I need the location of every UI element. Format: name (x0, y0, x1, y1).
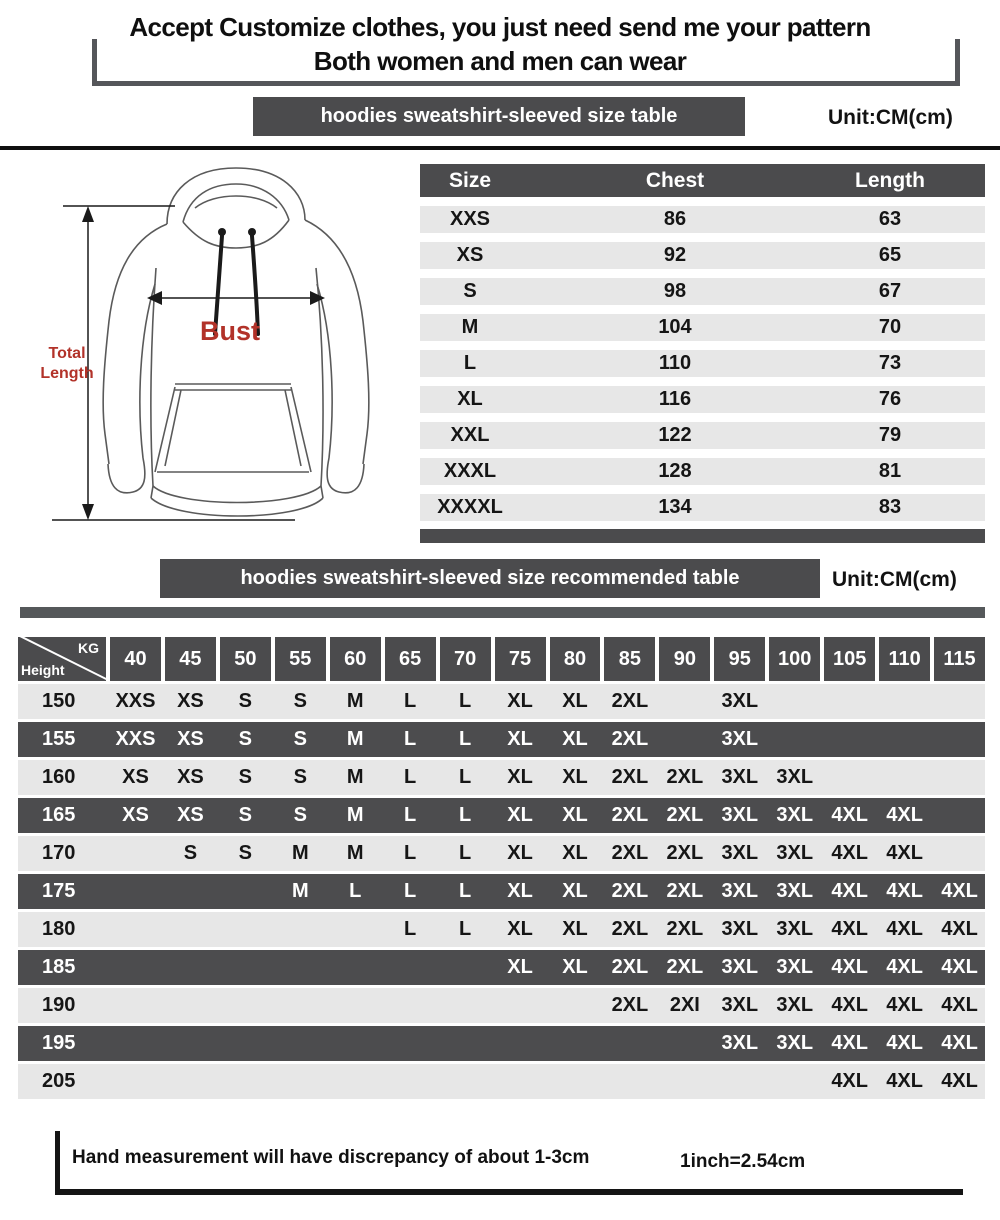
hem-band-top (153, 486, 321, 503)
weight-header-cell: 45 (165, 637, 216, 681)
recommend-table-row (18, 798, 985, 833)
size-recommendation-cell: 4XL (831, 918, 868, 940)
size-recommendation-cell: 3XL (776, 956, 814, 978)
size-recommendation-cell: L (458, 880, 472, 902)
size-cell: M (461, 316, 479, 338)
length-cell: 76 (878, 388, 902, 410)
height-label: 205 (42, 1070, 76, 1092)
size-recommendation-cell: XL (507, 956, 533, 978)
size-recommendation-cell (220, 874, 271, 909)
size-recommendation-cell: 3XL (721, 766, 759, 788)
weight-header-cell: 110 (879, 637, 930, 681)
size-recommendation-cell: XXS (115, 728, 156, 750)
size-recommendation-cell (330, 1064, 381, 1099)
chest-cell: 104 (658, 316, 692, 338)
size-recommendation-cell: 2XI (669, 994, 700, 1016)
size-recommendation-cell: 3XL (721, 1032, 759, 1054)
size-recommendation-cell (110, 988, 161, 1023)
size-table (420, 164, 985, 543)
chest-cell: 134 (658, 496, 692, 518)
weight-header-cell: 80 (550, 637, 601, 681)
size-recommendation-cell: XL (507, 918, 533, 940)
size-recommendation-cell (330, 950, 381, 985)
size-recommendation-cell (659, 684, 710, 719)
height-label: 195 (42, 1032, 76, 1054)
size-recommendation-cell (385, 988, 436, 1023)
size-recommendation-cell: L (458, 842, 472, 864)
size-recommendation-cell (495, 988, 546, 1023)
size-cell: XS (456, 244, 484, 266)
chest-cell: 128 (658, 460, 692, 482)
size-recommendation-cell: S (238, 766, 253, 788)
size-recommendation-cell (769, 1064, 820, 1099)
hem-band-bottom (151, 498, 323, 516)
size-recommendation-cell: 3XL (776, 1032, 814, 1054)
size-recommendation-cell: 3XL (721, 842, 759, 864)
size-recommendation-cell: 3XL (721, 880, 759, 902)
size-recommendation-cell: XL (507, 880, 533, 902)
size-table-banner: hoodies sweatshirt-sleeved size table (253, 97, 745, 136)
size-recommendation-cell: 3XL (776, 804, 814, 826)
size-recommendation-cell (220, 1064, 271, 1099)
size-cell: XXXL (443, 460, 497, 482)
size-recommendation-cell (824, 722, 875, 757)
size-recommendation-cell: L (404, 728, 417, 750)
bust-label: Bust (200, 316, 260, 346)
size-recommendation-cell: 4XL (941, 956, 978, 978)
recommend-table-row (18, 722, 985, 757)
length-cell: 67 (878, 280, 902, 302)
size-recommendation-cell: L (349, 880, 362, 902)
size-recommendation-cell (110, 836, 161, 871)
right-sleeve-outline (305, 220, 369, 464)
size-recommendation-cell (220, 988, 271, 1023)
size-recommendation-cell (330, 988, 381, 1023)
length-column-header: Length (855, 169, 925, 192)
size-table-rows (420, 206, 985, 521)
size-recommendation-cell (879, 684, 930, 719)
size-recommendation-cell: L (404, 766, 417, 788)
length-cell: 63 (878, 208, 902, 230)
size-recommendation-cell (934, 760, 985, 795)
height-label: 185 (42, 956, 76, 978)
kg-axis-label: KG (78, 640, 99, 656)
size-recommendation-cell (165, 1026, 216, 1061)
recommend-table-row (18, 760, 985, 795)
size-recommendation-cell (440, 988, 491, 1023)
size-recommendation-cell (385, 1064, 436, 1099)
length-arrowhead-top (82, 206, 94, 222)
size-recommendation-cell: 4XL (886, 842, 923, 864)
length-arrowhead-bottom (82, 504, 94, 520)
size-recommendation-cell (495, 1026, 546, 1061)
size-recommendation-cell: L (404, 804, 417, 826)
recommend-table-row (18, 950, 985, 985)
size-table-row (420, 458, 985, 485)
size-recommendation-cell (275, 1026, 326, 1061)
weight-header-cell: 115 (934, 637, 985, 681)
size-recommendation-cell: 2XL (666, 842, 704, 864)
size-table-row (420, 422, 985, 449)
size-recommendation-cell: L (458, 804, 472, 826)
size-recommendation-cell: S (293, 804, 307, 826)
size-recommendation-cell (220, 950, 271, 985)
size-recommendation-cell: 2XL (666, 766, 704, 788)
size-recommendation-cell: 4XL (831, 1032, 868, 1054)
size-recommendation-cell (934, 798, 985, 833)
size-table-row (420, 350, 985, 377)
size-recommendation-cell (440, 1064, 491, 1099)
size-recommendation-cell: M (346, 728, 364, 750)
size-recommendation-cell (110, 1064, 161, 1099)
size-table-row (420, 386, 985, 413)
size-recommendation-cell: L (404, 690, 417, 712)
size-recommendation-cell (604, 1064, 655, 1099)
weight-header-cell: 65 (385, 637, 436, 681)
size-recommendation-cell: XL (507, 690, 533, 712)
size-recommendation-cell: 4XL (941, 880, 978, 902)
header-divider-line (0, 146, 1000, 150)
size-recommendation-cell: 4XL (831, 956, 868, 978)
recommend-table-row (18, 912, 985, 947)
size-table-header (420, 164, 985, 197)
size-recommendation-cell (110, 912, 161, 947)
size-recommendation-cell: XL (562, 956, 588, 978)
size-recommendation-cell: L (458, 766, 472, 788)
size-recommendation-cell (659, 1026, 710, 1061)
size-recommendation-cell (330, 912, 381, 947)
recommend-table-banner: hoodies sweatshirt-sleeved size recommended table (160, 559, 820, 598)
size-recommendation-cell (714, 1064, 765, 1099)
size-recommendation-cell: 4XL (886, 1070, 923, 1092)
size-recommendation-cell: 2XL (611, 766, 649, 788)
recommend-table-row (18, 988, 985, 1023)
recommend-table (18, 637, 985, 1099)
size-recommendation-cell: S (293, 690, 307, 712)
size-recommendation-cell: 4XL (831, 1070, 868, 1092)
size-recommendation-cell: 2XL (611, 690, 649, 712)
size-recommendation-cell: 2XL (611, 804, 649, 826)
chest-cell: 98 (663, 280, 687, 302)
size-table-footer-bar (420, 529, 985, 543)
size-recommendation-cell (275, 950, 326, 985)
total-length-label-line2: Length (40, 365, 94, 382)
size-recommendation-cell: 4XL (831, 880, 868, 902)
hood-opening (183, 184, 289, 222)
size-recommendation-cell: L (458, 728, 472, 750)
weight-header-cell: 40 (110, 637, 161, 681)
size-table-row (420, 494, 985, 521)
size-recommendation-cell: 3XL (776, 880, 814, 902)
size-recommendation-cell: S (293, 766, 307, 788)
size-recommendation-cell: XL (562, 804, 588, 826)
size-recommendation-cell (440, 950, 491, 985)
size-recommendation-cell: M (346, 766, 364, 788)
size-recommendation-cell (165, 912, 216, 947)
size-recommendation-cell (110, 1026, 161, 1061)
left-cuff (108, 458, 145, 493)
chest-cell: 110 (658, 352, 692, 374)
size-table-unit-label: Unit:CM(cm) (828, 106, 953, 129)
pocket-top-edge (175, 384, 291, 390)
size-recommendation-cell: L (404, 842, 417, 864)
size-recommendation-cell: 3XL (776, 766, 814, 788)
size-recommendation-cell: XL (562, 728, 588, 750)
recommend-table-rows (18, 684, 985, 1099)
size-recommendation-cell: M (346, 804, 364, 826)
size-recommendation-cell (275, 912, 326, 947)
size-recommendation-cell: 4XL (831, 842, 868, 864)
size-table-row (420, 206, 985, 233)
size-recommendation-cell: 3XL (776, 994, 814, 1016)
page-title-line2: Both women and men can wear (313, 46, 687, 76)
size-recommendation-cell: XS (177, 690, 204, 712)
size-recommendation-cell (385, 1026, 436, 1061)
size-table-row (420, 314, 985, 341)
size-recommendation-cell (879, 722, 930, 757)
size-recommendation-cell (550, 1064, 601, 1099)
size-cell: L (463, 352, 477, 374)
size-recommendation-cell: S (238, 690, 253, 712)
size-table-row (420, 278, 985, 305)
size-recommendation-cell: S (293, 728, 307, 750)
size-recommendation-cell (385, 950, 436, 985)
size-recommendation-cell (165, 950, 216, 985)
inch-conversion-note: 1inch=2.54cm (680, 1151, 806, 1172)
chest-cell: 86 (663, 208, 687, 230)
size-recommendation-cell (220, 912, 271, 947)
weight-header-cell: 90 (659, 637, 710, 681)
weight-header-cell: 100 (769, 637, 820, 681)
size-recommendation-cell (165, 874, 216, 909)
size-cell: XXL (450, 424, 490, 446)
size-recommendation-cell (275, 988, 326, 1023)
size-recommendation-cell (165, 1064, 216, 1099)
weight-header-cell: 50 (220, 637, 271, 681)
chest-cell: 122 (658, 424, 692, 446)
size-recommendation-cell: 4XL (831, 804, 868, 826)
size-recommendation-cell: 4XL (886, 804, 923, 826)
size-recommendation-cell: 4XL (886, 1032, 923, 1054)
size-recommendation-cell: L (404, 918, 417, 940)
length-cell: 79 (878, 424, 902, 446)
weight-header-cell: 75 (495, 637, 546, 681)
size-recommendation-cell (550, 988, 601, 1023)
size-column-header: Size (448, 169, 492, 192)
size-recommendation-cell: S (238, 804, 253, 826)
size-table-row (420, 242, 985, 269)
size-recommendation-cell: XXS (115, 690, 156, 712)
size-recommendation-cell: XL (562, 918, 588, 940)
size-recommendation-cell (495, 1064, 546, 1099)
size-recommendation-cell (220, 1026, 271, 1061)
size-recommendation-cell: XS (122, 766, 149, 788)
size-recommendation-cell: 3XL (776, 842, 814, 864)
chest-cell: 92 (663, 244, 687, 266)
size-recommendation-cell: 4XL (941, 918, 978, 940)
size-recommendation-cell (275, 1064, 326, 1099)
recommend-section-divider (20, 607, 985, 618)
size-recommendation-cell: 2XL (611, 994, 649, 1016)
size-recommendation-cell: M (346, 690, 364, 712)
size-recommendation-cell: 3XL (721, 918, 759, 940)
size-recommendation-cell: XL (507, 842, 533, 864)
page-title-line1: Accept Customize clothes, you just need send me your pattern (129, 12, 871, 42)
size-cell: S (463, 280, 477, 302)
recommend-table-header (18, 637, 985, 681)
size-recommendation-cell (934, 722, 985, 757)
weight-header-cell: 55 (275, 637, 326, 681)
height-label: 175 (42, 880, 76, 902)
size-recommendation-cell: XS (122, 804, 149, 826)
recommend-table-row (18, 684, 985, 719)
height-axis-label: Height (21, 662, 65, 678)
size-recommendation-cell: 3XL (776, 918, 814, 940)
recommend-table-row (18, 1026, 985, 1061)
size-cell: XXS (449, 208, 491, 230)
pocket-left-opening (155, 387, 181, 472)
size-recommendation-cell (440, 1026, 491, 1061)
size-recommendation-cell: XL (507, 804, 533, 826)
size-recommendation-cell: 2XL (611, 918, 649, 940)
size-recommendation-cell: 3XL (721, 994, 759, 1016)
hood-inner-fold (195, 196, 277, 208)
size-cell: XXXXL (437, 496, 503, 518)
chest-cell: 116 (658, 388, 692, 410)
size-recommendation-cell: XS (177, 766, 204, 788)
size-recommendation-cell: M (291, 842, 309, 864)
size-recommendation-cell (769, 722, 820, 757)
size-recommendation-cell: 4XL (941, 994, 978, 1016)
recommend-table-row (18, 874, 985, 909)
size-recommendation-cell (110, 874, 161, 909)
size-recommendation-cell: 4XL (941, 1070, 978, 1092)
weight-header-cell: 70 (440, 637, 491, 681)
size-recommendation-cell: 2XL (666, 956, 704, 978)
size-recommendation-cell: XL (507, 728, 533, 750)
height-label: 170 (42, 842, 76, 864)
size-recommendation-cell: 3XL (721, 804, 759, 826)
size-recommendation-cell: XS (177, 728, 204, 750)
corner-header-cell (18, 637, 106, 681)
size-recommendation-cell: S (183, 842, 198, 864)
chest-column-header: Chest (645, 169, 705, 192)
size-recommendation-cell (110, 950, 161, 985)
size-recommendation-cell: S (238, 728, 253, 750)
hem-band-right-edge (321, 486, 323, 498)
weight-header-cell: 105 (824, 637, 875, 681)
left-sleeve-outline (103, 224, 167, 464)
size-recommendation-cell (550, 1026, 601, 1061)
length-cell: 83 (878, 496, 902, 518)
size-recommendation-cell (330, 1026, 381, 1061)
size-recommendation-cell (879, 760, 930, 795)
weight-header-cell: 85 (604, 637, 655, 681)
size-recommendation-cell: 2XL (611, 956, 649, 978)
measurement-note: Hand measurement will have discrepancy of about 1-3cm (72, 1147, 590, 1168)
size-recommendation-cell (934, 836, 985, 871)
size-recommendation-cell: L (458, 918, 472, 940)
recommend-table-row (18, 836, 985, 871)
pocket-right-opening (285, 387, 311, 472)
height-label: 160 (42, 766, 76, 788)
size-recommendation-cell: S (238, 842, 253, 864)
length-cell: 81 (878, 460, 902, 482)
size-recommendation-cell: M (346, 842, 364, 864)
total-length-label-line1: Total (48, 345, 86, 362)
size-recommendation-cell: 2XL (611, 880, 649, 902)
height-label: 150 (42, 690, 76, 712)
size-cell: XL (457, 388, 483, 410)
size-recommendation-cell: XL (507, 766, 533, 788)
size-recommendation-cell: 4XL (831, 994, 868, 1016)
recommend-table-row (18, 1064, 985, 1099)
size-recommendation-cell: 3XL (721, 728, 759, 750)
size-recommendation-cell (604, 1026, 655, 1061)
height-label: 155 (42, 728, 76, 750)
hem-band-left-edge (151, 486, 153, 498)
size-recommendation-cell: XL (562, 690, 588, 712)
size-recommendation-cell: 4XL (886, 918, 923, 940)
size-recommendation-cell: XS (177, 804, 204, 826)
size-recommendation-cell: XL (562, 842, 588, 864)
length-cell: 73 (878, 352, 902, 374)
length-cell: 70 (878, 316, 902, 338)
size-recommendation-cell: 2XL (611, 728, 649, 750)
size-recommendation-cell: XL (562, 766, 588, 788)
size-recommendation-cell (659, 722, 710, 757)
hoodie-measurement-figure (15, 156, 420, 541)
size-recommendation-cell (659, 1064, 710, 1099)
size-recommendation-cell (824, 684, 875, 719)
size-recommendation-cell (769, 684, 820, 719)
height-label: 165 (42, 804, 76, 826)
weight-header-cell: 95 (714, 637, 765, 681)
right-cuff (327, 458, 364, 493)
length-cell: 65 (878, 244, 902, 266)
size-recommendation-cell: 4XL (886, 994, 923, 1016)
size-recommendation-cell: M (291, 880, 309, 902)
weight-header-cell: 60 (330, 637, 381, 681)
size-recommendation-cell (934, 684, 985, 719)
collar-line (183, 220, 289, 248)
size-recommendation-cell: 2XL (611, 842, 649, 864)
size-recommendation-cell: XL (562, 880, 588, 902)
size-recommendation-cell: 2XL (666, 804, 704, 826)
size-recommendation-cell (824, 760, 875, 795)
size-recommendation-cell: L (458, 690, 472, 712)
size-recommendation-cell: 2XL (666, 918, 704, 940)
size-recommendation-cell: 3XL (721, 956, 759, 978)
size-recommendation-cell: L (404, 880, 417, 902)
size-recommendation-cell: 2XL (666, 880, 704, 902)
size-recommendation-cell: 4XL (941, 1032, 978, 1054)
height-label: 190 (42, 994, 76, 1016)
size-recommendation-cell: 3XL (721, 690, 759, 712)
recommend-table-unit-label: Unit:CM(cm) (832, 568, 957, 591)
size-recommendation-cell: 4XL (886, 880, 923, 902)
size-recommendation-cell: 4XL (886, 956, 923, 978)
height-label: 180 (42, 918, 76, 940)
size-recommendation-cell (165, 988, 216, 1023)
